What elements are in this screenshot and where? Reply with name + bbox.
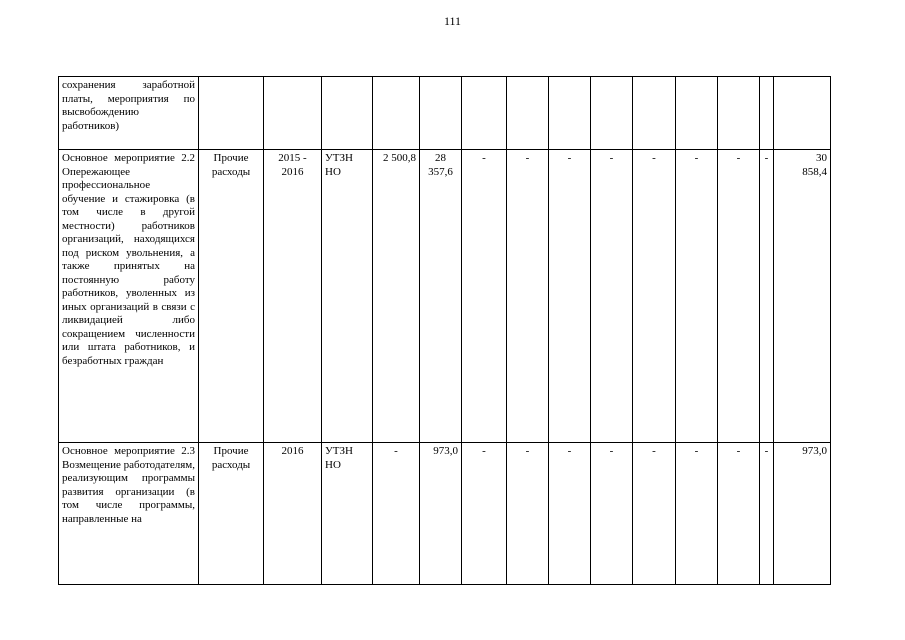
value-cell: - <box>591 443 633 585</box>
value-cell <box>420 77 462 150</box>
value-cell: - <box>549 150 591 443</box>
value-cell <box>633 77 676 150</box>
value-cell: - <box>507 150 549 443</box>
table-row <box>59 150 831 443</box>
value-cell: - <box>760 150 774 443</box>
period-cell: 2016 <box>264 443 322 585</box>
period-cell: 2015 - 2016 <box>264 150 322 443</box>
measure-description: Основное мероприятие 2.2 Опережающее профессиональное обучение и стажировка (в том числе в другой местности) работников организаций, находящихся под риском увольнения, а также принятых на постоянную работу работников, уволенных из иных организаций в связи с ликвидацией либо сокращением численности или штата работников, и безработных граждан <box>59 150 199 443</box>
expense-type-cell: Прочие расходы <box>199 443 264 585</box>
value-cell <box>549 77 591 150</box>
executor-cell: УТЗН НО <box>322 443 373 585</box>
value-cell <box>718 77 760 150</box>
value-cell <box>507 77 549 150</box>
value-cell: - <box>373 443 420 585</box>
program-table <box>58 76 831 585</box>
total-cell <box>774 77 831 150</box>
value-cell: - <box>676 150 718 443</box>
value-cell: - <box>549 443 591 585</box>
value-cell: 2 500,8 <box>373 150 420 443</box>
value-cell: - <box>718 443 760 585</box>
value-cell: 973,0 <box>420 443 462 585</box>
value-cell <box>760 77 774 150</box>
measure-description: сохранения заработной платы, мероприятия по высвобождению работников) <box>59 77 199 150</box>
measure-description: Основное мероприятие 2.3 Возмещение работодателям, реализующим программы развития организации (в том числе программы, направленные на <box>59 443 199 585</box>
value-cell <box>462 77 507 150</box>
value-cell: - <box>760 443 774 585</box>
value-cell: - <box>676 443 718 585</box>
value-cell: 28 357,6 <box>420 150 462 443</box>
total-cell: 973,0 <box>774 443 831 585</box>
value-cell: - <box>591 150 633 443</box>
value-cell: - <box>507 443 549 585</box>
value-cell: - <box>462 443 507 585</box>
executor-cell <box>322 77 373 150</box>
expense-type-cell <box>199 77 264 150</box>
value-cell <box>591 77 633 150</box>
value-cell: - <box>633 443 676 585</box>
value-cell <box>676 77 718 150</box>
value-cell: - <box>633 150 676 443</box>
page-number: 111 <box>443 14 462 28</box>
expense-type-cell: Прочие расходы <box>199 150 264 443</box>
period-cell <box>264 77 322 150</box>
value-cell <box>373 77 420 150</box>
executor-cell: УТЗН НО <box>322 150 373 443</box>
value-cell: - <box>718 150 760 443</box>
table-row <box>59 443 831 585</box>
value-cell: - <box>462 150 507 443</box>
table-row <box>59 77 831 150</box>
total-cell: 30 858,4 <box>774 150 831 443</box>
